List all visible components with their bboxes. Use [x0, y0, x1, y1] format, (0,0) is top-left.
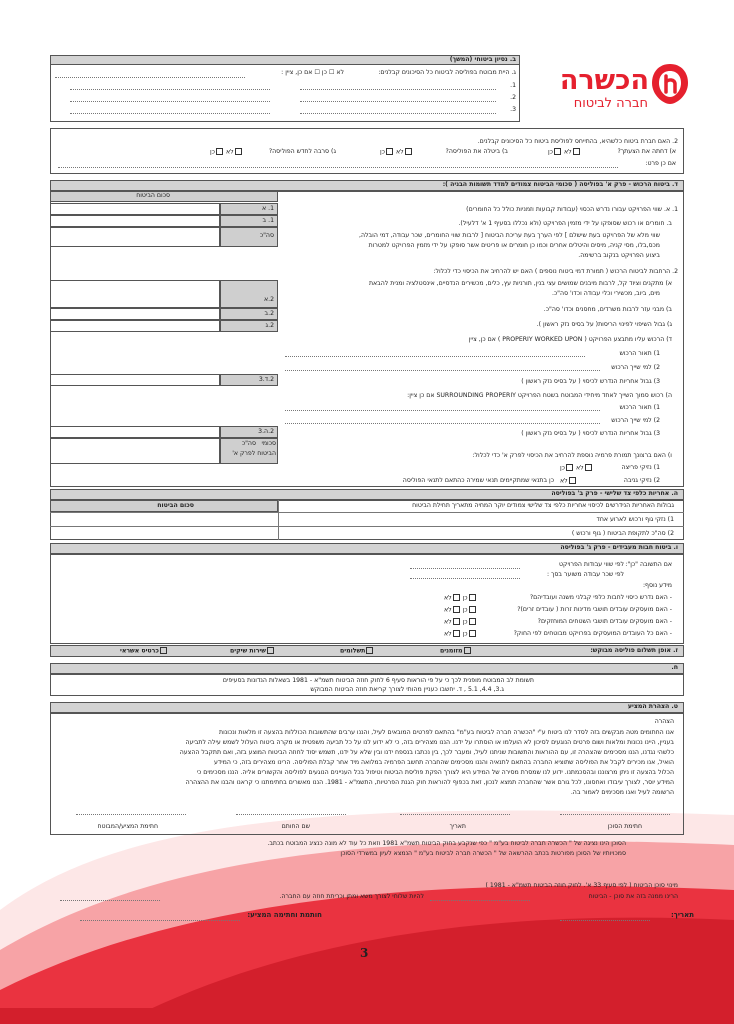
property-line-1a: 1. א. שווי הפרויקט עבורו נדרש הכסוי (עבודות קבועות וזמניות כולל כל החומרים) — [466, 206, 678, 213]
total-label-2: סכומי — [261, 440, 276, 447]
value-cell-2d3[interactable] — [50, 374, 220, 386]
refusal-c-label: ג) סרבה לחדש הפוליסה? — [268, 148, 336, 155]
logo-tagline: חברה לביטוח — [573, 96, 648, 111]
footer-date-label: תאריך: — [671, 911, 694, 919]
row-num-3: 3. — [510, 106, 516, 113]
declaration-p1: אנו החתומים מטה מבקשים בזה לסדר לנו ביטוח ע"י "הכשרה חברה לביטוח בע"מ" בהתאם לפרטים המובאים לעיל, והננו ערבים שהתשובות הכוללות בהצעה זו מלאות ונכונות — [219, 729, 674, 736]
declaration-p7: הרשומה לעיל ואנו מסכימים לאמור בה. — [570, 789, 674, 796]
total-label-3: הביטוח לפרק א' — [232, 450, 276, 457]
property-line-2a1: א) מתקנים וציוד קל, לרבות מיבנים שמושים עצי בנין, תורניות עץ, כלים, מכשירים הנדסיים, אינסטלציה ומנית להבאת — [368, 280, 672, 287]
third-party-value-1[interactable] — [50, 512, 278, 526]
payment-credit-option[interactable]: כרטיס אשראי — [120, 647, 168, 655]
property-e1: 1) תאור הרכוש — [619, 404, 660, 411]
property-f2-options[interactable]: לא — [560, 477, 577, 485]
notice-line-2: ג.3, 4.4, 5.1 , ד. יחשבו כעניין מהותי לצורך קריאת חוזה הביטוח המבוקש — [310, 686, 504, 693]
row-num-1: 1. — [510, 82, 516, 89]
prior-experience-title: ב. נסיון ביטוחי (המשך) — [449, 56, 516, 63]
footer-signature-label: חותמת וחתימה המציע: — [247, 911, 322, 919]
third-party-row-2: 2) סה"כ לתקופת הביטוח ( גוף ורכוש ) — [571, 530, 674, 537]
refusal-a-options[interactable]: לא כן — [548, 148, 581, 156]
employers-if-yes: אם התשובה "כן": — [625, 561, 672, 568]
prior-policy-options: לא ☐ כן ☐ אם כן, ציין : — [281, 69, 344, 76]
section-header-notice — [50, 663, 684, 674]
cell-label-2b: 2.ב — [264, 310, 274, 317]
sig-agent-label: חתימת הסוכן — [607, 823, 642, 830]
employers-q1: - האם נדרש כיסוי לחבות כלפי קבלני משנה ועובדיהם? — [529, 594, 672, 601]
property-f2: 2) נזיקי גניבה — [623, 477, 660, 484]
value-cell-2c[interactable] — [50, 320, 220, 332]
sig-applicant-label: חתימת המציע/המבוטח — [97, 823, 158, 830]
property-f1: 1) נזיקי פריצה — [621, 464, 660, 471]
refusal-c-options[interactable]: לא כן — [210, 148, 243, 156]
value-cell-2e3[interactable] — [50, 426, 220, 438]
label-cell-2a — [220, 280, 278, 308]
employers-by-value: לפי שווי עבודות הפרויקט — [559, 561, 624, 568]
third-party-col-text: סכום הביטוח — [157, 502, 194, 509]
value-cell-1b[interactable] — [50, 215, 220, 227]
refusal-a-label: א) דחתה את הצעתך? — [617, 148, 676, 155]
agent-appointment-title: מינוי סוכן הביטוח ( לפי סעיף 33 א'. לחוק חוזה הביטוח תשמ"א - 1981 ) — [485, 882, 678, 889]
payment-installments-option[interactable]: תשלומים — [340, 647, 374, 655]
declaration-p4: הואיל, אנו מכירים לקבל את הפוליסה שתוציא החברה בהתאם לתנאיה והננו מסכימים שהחברה תחשב הפרמיה במלואה מיד אחר קבלת הפוליסה. הרינו מצהירים בזה, כי המידע — [213, 759, 674, 766]
property-f2-tail: כן בתנאי שמתקיימים תנאי שמירה כהתאם לתנאי הפוליסה — [402, 477, 554, 484]
third-party-value-2[interactable] — [50, 526, 278, 540]
notice-title: ח. — [671, 664, 678, 671]
refusal-b-label: ב) ביטלה את הפוליסה? — [445, 148, 508, 155]
logo-brand: הכשרה — [559, 65, 649, 96]
agent-note-1: הסוכן הינו נציגה של " הכשרה חברה לביטוח בע"מ " כפי שנקבע בחוק הביטוח תשמ"א 1981 וזאת כל עוד לא מונה כנציג המבוטח בכתב. — [267, 840, 626, 847]
prior-policy-question: ג. היית מבוטח בפוליסה לביטוח כל הסיכונים קבלנים: — [378, 69, 516, 76]
logo-mark-icon — [650, 62, 690, 106]
property-line-2a2: מים, ביוב, מכשירי וכלי עבודה וכדו' סה"כ. — [551, 290, 660, 297]
declaration-p5: הכלול בהצעה זו ניתן מרצוננו ובהסכמתנו. ידוע לנו שמסרת מסירה של המידע היא לצורך הפקת פוליסת הביטוח וטיפול בכל העניינים הנוגעים לפוליסה והקשורים אליה. הננו מסכימים כי — [196, 769, 674, 776]
declaration-heading: הצהרה — [654, 718, 674, 725]
logo — [543, 62, 693, 122]
third-party-subtitle: גבולות האחריות הנידרשים לכיסוי אחריות כלפי צד שלישי צמודים יוקר המחיה מתאריך תחילת הביטוח — [412, 502, 674, 509]
property-line-2d: ד) הרכוש עליו מתבצע הפרויקט ( PROPERIY WORKED UPON ) אם כן, ציין — [468, 336, 672, 343]
total-label-1: סה"כ — [241, 440, 256, 447]
property-line-1c2: מכס,בלו, מסי קניה, מיסים והיטלים אחרים וכמו כן חומרים או פריטים אשר סופקו על ידי מזמין הפרויקט למטרות — [368, 242, 660, 249]
property-title: ד. ביטוח הרכוש - פרק א' בפוליסה ( סכומי הביטוח צמודים למדד תשומות הבניה ): — [442, 181, 678, 188]
agent-note-2: סמכויותיו של הסוכן מפורטות בכתב ההרשאה של " הכשרה חברה לביטוח בע"מ " הנמצא לעיון במשרדי הסוכן — [340, 850, 626, 857]
payment-title: ז. אופן תשלום פוליסה מבוקש: — [590, 647, 678, 654]
refusal-details-label: אם כן פרט: — [645, 160, 676, 167]
property-line-2f: ו) האם ברצונך תמורת פרמיה נוספת להרחיב את הכיסוי לפרק א' כדי לכלול: — [472, 452, 672, 459]
cell-label-2c: 2.ג — [265, 322, 274, 329]
employers-q4-options[interactable]: כן לא — [444, 630, 477, 638]
property-e2: 2) למי שייך הרכוש — [611, 417, 660, 424]
employers-q3: - האם מועסקים עובדים תושבי השטחים המוחזקים? — [537, 618, 672, 625]
employers-q2: - האם מועסקים עובדים תושבי מדינות זרות ( עובדים זרים)? — [517, 606, 672, 613]
declaration-p3: כלשהי נגדנו, הננו מסכימים שהצהרה זו, עם ההוראות והתשובות שניתנו לעיל, ומעבר לכך, בין נכתבו בנספח ידנו ובין שלא על ידנו, תשמש יסוד לחוזה הביטוח המוצע בזה, ואם תתקבל ההצעה — [179, 749, 674, 756]
employers-q1-options[interactable]: כן לא — [444, 594, 477, 602]
employers-q3-options[interactable]: כן לא — [444, 618, 477, 626]
property-line-2b: ב) מבני עזר לרבות משרדים, מחסנים וכדו' סה"כ. — [543, 306, 672, 313]
refusal-b-options[interactable]: לא כן — [380, 148, 413, 156]
section-header-declaration — [50, 702, 684, 713]
employers-q2-options[interactable]: כן לא — [444, 606, 477, 614]
declaration-p2: בעניין, היינו נכונות ומלאות ושום פרטים הנוגעים לסיכון לא הועלמו או הוסתרו על ידנו. הננו מצהירים בזה, כי לא ידוע לנו על כל תביעה משפטית או מקרה ביטוח העלול לשמש עילה לתביעה — [185, 739, 674, 746]
row-num-2: 2. — [510, 94, 516, 101]
cell-label-1b: 1. ב — [262, 217, 274, 224]
agent-appointment-tail: להיות שלוחי לצורך משא ומתן וכריתת חוזה עם החברה. — [279, 893, 424, 900]
property-d2: 2) למי שייך הרכוש — [611, 364, 660, 371]
sum-insured-header-text: סכום הביטוח — [136, 192, 170, 199]
sig-date-label: תאריך — [449, 823, 466, 830]
refusal-question: 2. האם חברת ביטוח כלשהיא, בהתייחס לפוליסת ביטוח כל הסיכונים קבלנים. — [477, 138, 678, 145]
cell-label-1a: 1. א — [261, 205, 274, 212]
payment-cheques-option[interactable]: שירות שיקים — [230, 647, 275, 655]
property-line-2e: ה) רכוש סמוך השייך לאחד מיחידי המבוטח בשטח הפרויקט SURROUNDING PROPERIY אם כן ציין: — [407, 392, 672, 399]
property-e3: 3) גבול אחריות הנדרש לכיסוי ( על בסיס נזק ראשון ) — [521, 430, 660, 437]
declaration-title: ט. הצהרת המציע — [627, 703, 678, 710]
employers-more-info: מידע נוסף: — [642, 582, 672, 589]
declaration-p6: המידע יוסר, לצורך עיבודו ואחסונו, לכל גורם אשר שהחברה תמצא לנכון, זאת בכפוף להוראות חוק הגנת הפרטיות, התשמ"א - 1981. הננו מאשרים בחתימתנו כי קראנו והבנו את ההצהרה — [185, 779, 674, 786]
third-party-row-1: 1) נזקי גוף ורכוש לארוע אחד — [596, 516, 674, 523]
page-number: 3 — [360, 946, 369, 960]
cell-label-2a: 2.א — [263, 296, 274, 303]
employers-by-wages: לפי שכר עבודה משוער בסך : — [547, 571, 624, 578]
property-line-2c: ג) גבול השיפוי לפינוי הריסות( על בסיס נזק ראשון ). — [536, 321, 672, 328]
third-party-title: ה. אחריות כלפי צד שלישי - פרק ב' בפוליסה — [551, 490, 678, 497]
value-cell-2b[interactable] — [50, 308, 220, 320]
property-f1-options[interactable]: לא כן — [560, 464, 593, 472]
employers-title: ו. ביטוח חבות מעבידים - פרק ג' בפוליסה — [560, 544, 678, 551]
value-cell-1a[interactable] — [50, 203, 220, 215]
property-d1: 1) תאור הרכוש — [619, 350, 660, 357]
cell-label-1-total: סה"כ — [259, 232, 274, 239]
payment-cash-option[interactable]: מזומנים — [440, 647, 472, 655]
cell-label-2e3: 2.ה.3 — [258, 428, 274, 435]
cell-label-2d3: 2.ד.3 — [258, 376, 274, 383]
value-cell-1-total[interactable] — [50, 227, 220, 247]
value-cell-2a[interactable] — [50, 280, 220, 308]
employers-q4: - האם כל העובדים המועסקים בפרויקט מבוטחים לפי החוק? — [513, 630, 672, 637]
property-line-1c3: ביצוע הפרויקט בנקוב ברשימה. — [578, 252, 660, 259]
agent-appointment-line: הרינו ממנה בזה את סוכן - הביטוח — [588, 893, 678, 900]
sig-name-label: שם החותם — [281, 823, 310, 830]
property-line-2: 2. הרחבות לביטוח הרכוש ( תמורת דמי ביטוח נוספים ) האם יש להרחיב את הכיסוי כדי לכלול: — [433, 268, 678, 275]
property-line-1c1: שווי מלא של הפרויקט בעת שישלם ] לפי הערך בעת עריכת הביטוח [ לרבות שווי החומרים, שכר עבודה, דמי הובלה, — [359, 232, 660, 239]
notice-line-1: תשומת לב המבוטח מופנית לכך כי על פי הוראות סעיף 6 לחוק חוזה הביטוח תשמ"א - 1981 בשאלות הנדונות בסעיפים — [222, 677, 534, 684]
property-line-1b: ב. חומרים או רכוש שסופקו על ידי מזמין הפרויקט (ולא נכללו בסעיף 1 א' דלעיל). — [458, 220, 672, 227]
value-cell-section-total[interactable] — [50, 438, 220, 464]
property-d3: 3) גבול אחריות הנדרש לכיסוי ( על בסיס נזק ראשון ) — [521, 378, 660, 385]
